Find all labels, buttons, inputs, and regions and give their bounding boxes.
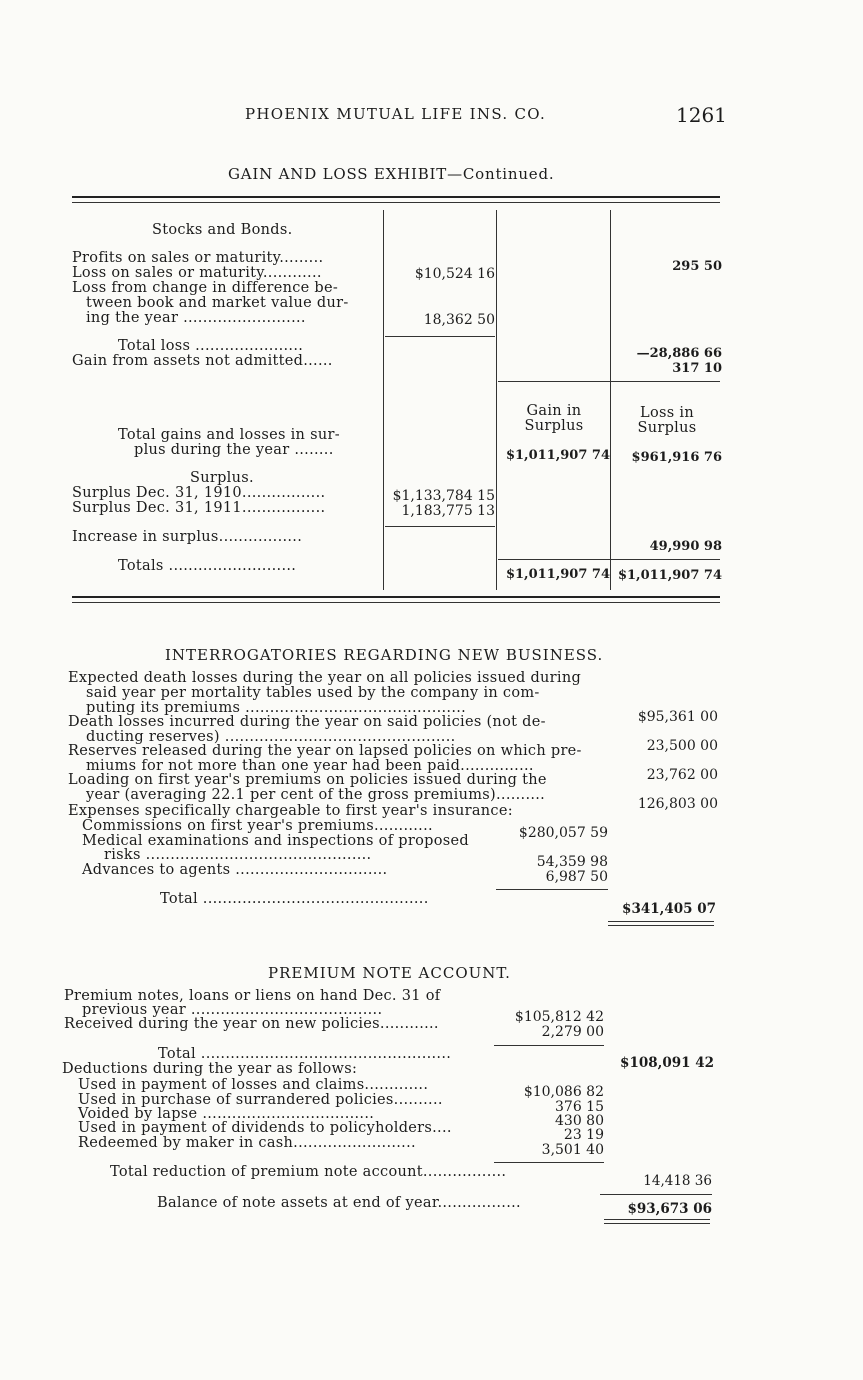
column-header: Loss in <box>640 405 694 421</box>
row-label: Increase in surplus................. <box>72 529 303 545</box>
cell-value: $1,011,907 74 <box>617 568 722 583</box>
amount: $280,057 59 <box>518 825 608 841</box>
rule <box>385 336 495 337</box>
rule <box>385 526 495 527</box>
rule <box>608 921 714 922</box>
text-line: Total reduction of premium note account................. <box>110 1164 507 1180</box>
text-line: puting its premiums ............................................. <box>86 700 467 716</box>
gain-loss-title: GAIN AND LOSS EXHIBIT—Continued. <box>228 165 555 183</box>
row-label: tween book and market value dur- <box>86 295 349 311</box>
cell-value: —28,886 66 <box>636 346 722 361</box>
text-line: Redeemed by maker in cash......................... <box>78 1135 416 1151</box>
column-rule <box>383 210 384 590</box>
text-line: previous year ....................................... <box>82 1002 383 1018</box>
cell-value: 18,362 50 <box>423 312 495 328</box>
text-line: miums for not more than one year had been paid............... <box>86 758 534 774</box>
amount: 2,279 00 <box>541 1024 604 1040</box>
text-line: Death losses incurred during the year on said policies (not de- <box>68 714 546 730</box>
rule <box>72 202 720 203</box>
text-line: said year per mortality tables used by the company in com- <box>86 685 540 701</box>
rule <box>608 925 714 926</box>
rule <box>498 559 720 560</box>
column-header: Gain in <box>526 403 582 419</box>
amount: $93,673 06 <box>627 1201 712 1217</box>
amount: $105,812 42 <box>514 1009 604 1025</box>
text-line: Received during the year on new policies............ <box>64 1016 439 1032</box>
row-label: Surplus Dec. 31, 1910................. <box>72 485 326 501</box>
row-label: Surplus Dec. 31, 1911................. <box>72 500 326 516</box>
row-label: Profits on sales or maturity......... <box>72 250 324 266</box>
section-heading: Stocks and Bonds. <box>152 222 293 238</box>
text-line: Total ................................................... <box>158 1046 452 1062</box>
amount: 126,803 00 <box>637 796 718 812</box>
cell-value: $10,524 16 <box>414 266 495 282</box>
text-line: Used in purchase of surrandered policies.......... <box>78 1092 443 1108</box>
text-line: risks .............................................. <box>104 847 372 863</box>
row-label: ing the year ......................... <box>86 310 306 326</box>
amount: 14,418 36 <box>643 1173 712 1189</box>
amount: 54,359 98 <box>536 854 608 870</box>
amount: $95,361 00 <box>637 709 718 725</box>
amount: $341,405 07 <box>622 901 716 917</box>
row-label: Total gains and losses in sur- <box>118 427 340 443</box>
amount: 23,500 00 <box>646 738 718 754</box>
amount: 3,501 40 <box>541 1142 604 1158</box>
text-line: Loading on first year's premiums on policies issued during the <box>68 772 547 788</box>
text-line: Used in payment of dividends to policyholders.... <box>78 1120 452 1136</box>
cell-value: $1,133,784 15 <box>392 488 495 504</box>
amount: $10,086 82 <box>523 1084 604 1100</box>
rule <box>72 602 720 603</box>
interrogatories-title: INTERROGATORIES REGARDING NEW BUSINESS. <box>165 646 604 664</box>
amount: 6,987 50 <box>545 869 608 885</box>
cell-value: $1,011,907 74 <box>505 448 610 463</box>
text-line: Reserves released during the year on lapsed policies on which pre- <box>68 743 582 759</box>
amount: 430 80 <box>555 1113 604 1129</box>
premium-note-title: PREMIUM NOTE ACCOUNT. <box>268 964 511 982</box>
row-label: plus during the year ........ <box>134 442 334 458</box>
text-line: Total .............................................. <box>160 891 429 907</box>
text-line: Voided by lapse ................................... <box>78 1106 375 1122</box>
rule <box>604 1223 710 1224</box>
column-header: Surplus <box>637 420 697 436</box>
text-line: Deductions during the year as follows: <box>62 1061 358 1077</box>
rule <box>72 196 720 198</box>
text-line: Commissions on first year's premiums............ <box>82 818 433 834</box>
page-number: 1261 <box>676 103 727 127</box>
rule <box>496 889 608 890</box>
row-label: Surplus. <box>190 470 254 486</box>
text-line: Balance of note assets at end of year................. <box>157 1195 521 1211</box>
amount: 23,762 00 <box>646 767 718 783</box>
row-label: Gain from assets not admitted...... <box>72 353 333 369</box>
rule <box>604 1219 710 1220</box>
cell-value: 317 10 <box>672 361 722 376</box>
row-label: Loss from change in difference be- <box>72 280 339 296</box>
row-label: Total loss ...................... <box>118 338 304 354</box>
cell-value: 1,183,775 13 <box>401 503 495 519</box>
column-rule <box>610 210 611 590</box>
rule <box>600 1194 712 1195</box>
row-label: Totals .......................... <box>118 558 297 574</box>
cell-value: 49,990 98 <box>649 539 722 554</box>
running-header: PHOENIX MUTUAL LIFE INS. CO. <box>245 105 547 123</box>
text-line: year (averaging 22.1 per cent of the gross premiums).......... <box>86 787 546 803</box>
amount: $108,091 42 <box>620 1055 714 1071</box>
cell-value: 295 50 <box>672 259 722 274</box>
rule <box>494 1045 604 1046</box>
text-line: Advances to agents ............................... <box>82 862 388 878</box>
rule <box>72 596 720 598</box>
column-rule <box>496 210 497 590</box>
text-line: Expected death losses during the year on all policies issued during <box>68 670 582 686</box>
row-label: Loss on sales or maturity............ <box>72 265 322 281</box>
text-line: ducting reserves) ............................................... <box>86 729 456 745</box>
amount: 376 15 <box>555 1099 604 1115</box>
text-line: Used in payment of losses and claims............. <box>78 1077 429 1093</box>
text-line: Expenses specifically chargeable to first year's insurance: <box>68 803 513 819</box>
text-line: Medical examinations and inspections of proposed <box>82 833 469 849</box>
column-header: Surplus <box>524 418 584 434</box>
cell-value: $961,916 76 <box>631 450 722 465</box>
amount: 23 19 <box>563 1127 604 1143</box>
cell-value: $1,011,907 74 <box>505 567 610 582</box>
rule <box>498 381 720 382</box>
text-line: Premium notes, loans or liens on hand Dec. 31 of <box>64 988 441 1004</box>
rule <box>494 1162 604 1163</box>
